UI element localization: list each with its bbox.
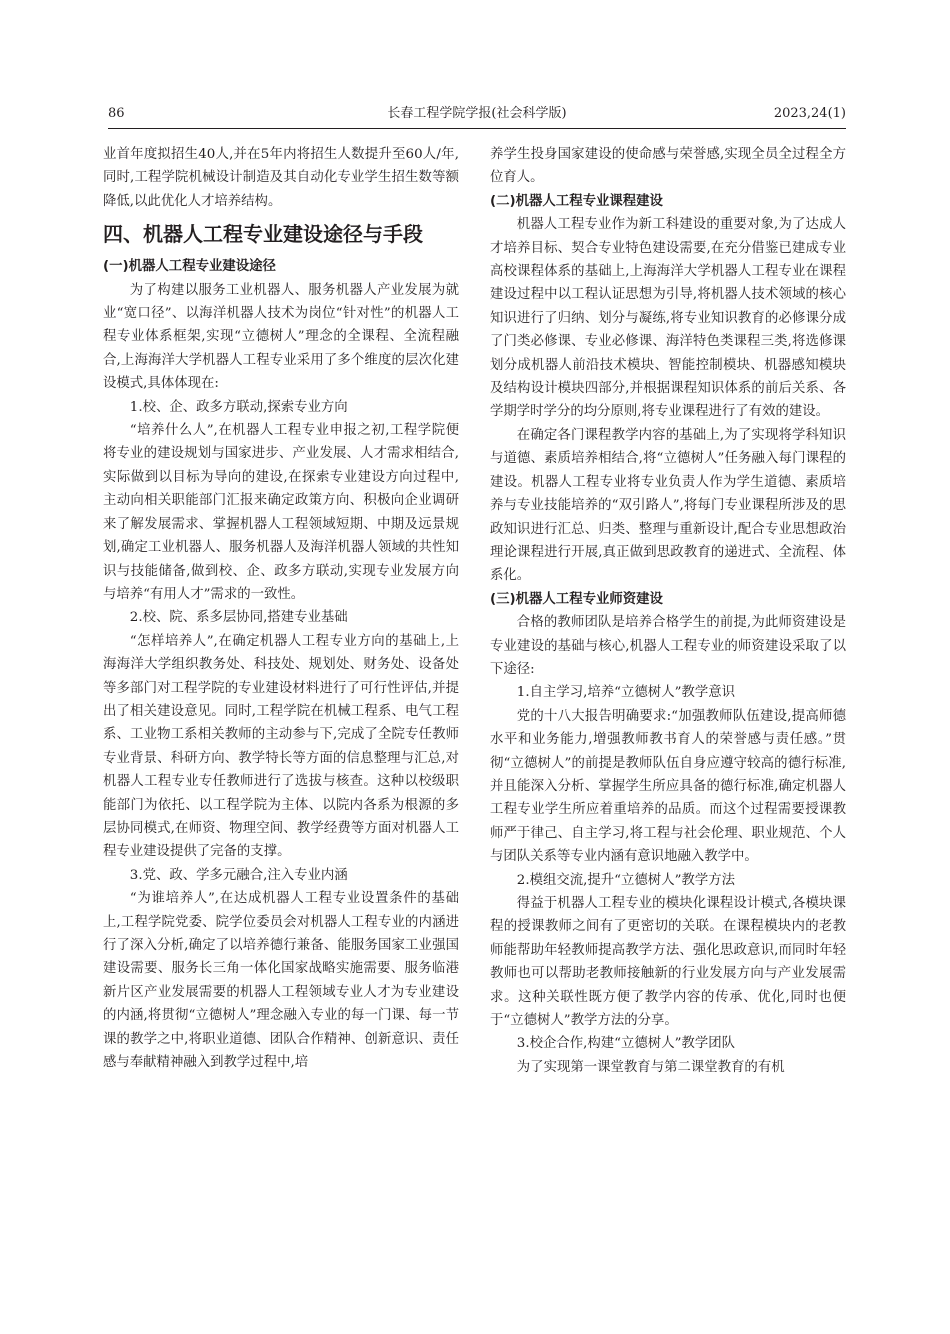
subsection-heading: (一)机器人工程专业建设途径 — [103, 259, 276, 275]
running-header — [108, 104, 846, 124]
item-heading: 1.校、企、政多方联动,探索专业方向 — [129, 399, 348, 415]
page-number: 86 — [108, 106, 125, 121]
paragraph: 党的十八大报告明确要求:“加强教师队伍建设,提高师德水平和业务能力,增强教师教书育人的荣誉感与责任感。”贯彻“立德树人”的前提是教师队伍自身应遵守较高的德行标准,并且能深入分析、掌握学生所应具备的德行标准,确定机器人工程专业学生所应着重培养的品质。而这个过程需要授课教师严于律己、自主学习,将工程与社会伦理、职业规范、个人与团队关系等专业内涵有意识地融入教学中。 — [490, 708, 846, 865]
item-heading: 3.党、政、学多元融合,注入专业内涵 — [129, 867, 348, 883]
item-heading: 2.模组交流,提升“立德树人”教学方法 — [516, 872, 735, 888]
subsection-heading: (二)机器人工程专业课程建设 — [490, 193, 663, 209]
paragraph: 为了实现第一课堂教育与第二课堂教育的有机 — [516, 1059, 785, 1075]
paragraph: 得益于机器人工程专业的模块化课程设计模式,各模块课程的授课教师之间有了更密切的关联。在课程模块内的老教师能帮助年轻教师提高教学方法、强化思政意识,而同时年轻教师也可以帮助老教师接触新的行业发展方向与产业发展需求。这种关联性既方便了教学内容的传承、优化,同时也便于“立德树人”教学方法的分享。 — [490, 896, 846, 1029]
right-column — [490, 143, 846, 1079]
paragraph: 业首年度拟招生40人,并在5年内将招生人数提升至60人/年,同时,工程学院机械设计制造及其自动化专业学生招生数等额降低,以此优化人才培养结构。 — [103, 147, 459, 209]
paragraph: “为谁培养人”,在达成机器人工程专业设置条件的基础上,工程学院党委、院学位委员会对机器人工程专业的内涵进行了深入分析,确定了以培养德行兼备、能服务国家工业强国建设需要、服务长三角一体化国家战略实施需要、服务临港新片区产业发展需要的机器人工程领域专业人才为专业建设的内涵,将贯彻“立德树人”理念融入专业的每一门课、每一节课的教学之中,将职业道德、团队合作精神、创新意识、责任感与奉献精神融入到教学过程中,培 — [103, 891, 459, 1071]
volume-issue: 2023,24(1) — [773, 106, 846, 121]
paragraph: 为了构建以服务工业机器人、服务机器人产业发展为就业“宽口径”、以海洋机器人技术为岗位“针对性”的机器人工程专业体系框架,实现“立德树人”理念的全课程、全流程融合,上海海洋大学机器人工程专业采用了多个维度的层次化建设模式,具体体现在: — [103, 282, 459, 392]
item-heading: 3.校企合作,构建“立德树人”教学团队 — [516, 1036, 735, 1052]
left-column — [103, 143, 459, 1074]
paragraph: 合格的教师团队是培养合格学生的前提,为此师资建设是专业建设的基础与核心,机器人工程专业的师资建设采取了以下途径: — [490, 615, 846, 677]
paragraph: “怎样培养人”,在确定机器人工程专业方向的基础上,上海海洋大学组织教务处、科技处、规划处、财务处、设备处等多部门对工程学院的专业建设材料进行了可行性评估,并提出了相关建设意见。同时,工程学院在机械工程系、电气工程系、工业物工系相关教师的主动参与下,完成了全院专任教师专业背景、科研方向、教学特长等方面的信息整理与汇总,对机器人工程专业专任教师进行了选拔与核查。这种以校级职能部门为依托、以工程学院为主体、以院内各系为根源的多层协同模式,在师资、物理空间、教学经费等方面对机器人工程专业建设提供了完备的支撑。 — [103, 633, 459, 860]
item-heading: 2.校、院、系多层协同,搭建专业基础 — [129, 610, 348, 626]
item-heading: 1.自主学习,培养“立德树人”教学意识 — [516, 685, 735, 701]
section-heading: 四、机器人工程专业建设途径与手段 — [103, 222, 423, 247]
paragraph: “培养什么人”,在机器人工程专业申报之初,工程学院便将专业的建设规划与国家进步、产业发展、人才需求相结合,实际做到以目标为导向的建设,在探索专业建设方向过程中,主动向相关职能部门汇报来确定政策方向、积极向企业调研来了解发展需求、掌握机器人工程领域短期、中期及远景规划,确定工业机器人、服务机器人及海洋机器人领域的共性知识与技能储备,做到校、企、政多方联动,实现专业发展方向与培养“有用人才”需求的一致性。 — [103, 423, 459, 602]
subsection-heading: (三)机器人工程专业师资建设 — [490, 591, 663, 607]
paragraph: 在确定各门课程教学内容的基础上,为了实现将学科知识与道德、素质培养相结合,将“立德树人”任务融入每门课程的建设。机器人工程专业将专业负责人作为学生道德、素质培养与专业技能培养的“双引路人”,将每门专业课程所涉及的思政知识进行汇总、归类、整理与重新设计,配合专业思想政治理论课程进行开展,真正做到思政教育的递进式、全流程、体系化。 — [490, 427, 846, 584]
journal-title: 长春工程学院学报(社会科学版) — [387, 106, 567, 121]
paragraph: 养学生投身国家建设的使命感与荣誉感,实现全员全过程全方位育人。 — [490, 147, 846, 186]
paragraph: 机器人工程专业作为新工科建设的重要对象,为了达成人才培养目标、契合专业特色建设需要,在充分借鉴已建成专业高校课程体系的基础上,上海海洋大学机器人工程专业在课程建设过程中以工程认证思想为引导,将机器人技术领域的核心知识进行了归纳、划分与凝练,将专业知识教育的必修课分成了门类必修课、专业必修课、海洋特色类课程三类,将选修课划分成机器人前沿技术模块、智能控制模块、机器感知模块及结构设计模块四部分,并根据课程知识体系的前后关系、各学期学时学分的均分原则,将专业课程进行了有效的建设。 — [490, 217, 846, 420]
header-rule — [108, 128, 846, 129]
